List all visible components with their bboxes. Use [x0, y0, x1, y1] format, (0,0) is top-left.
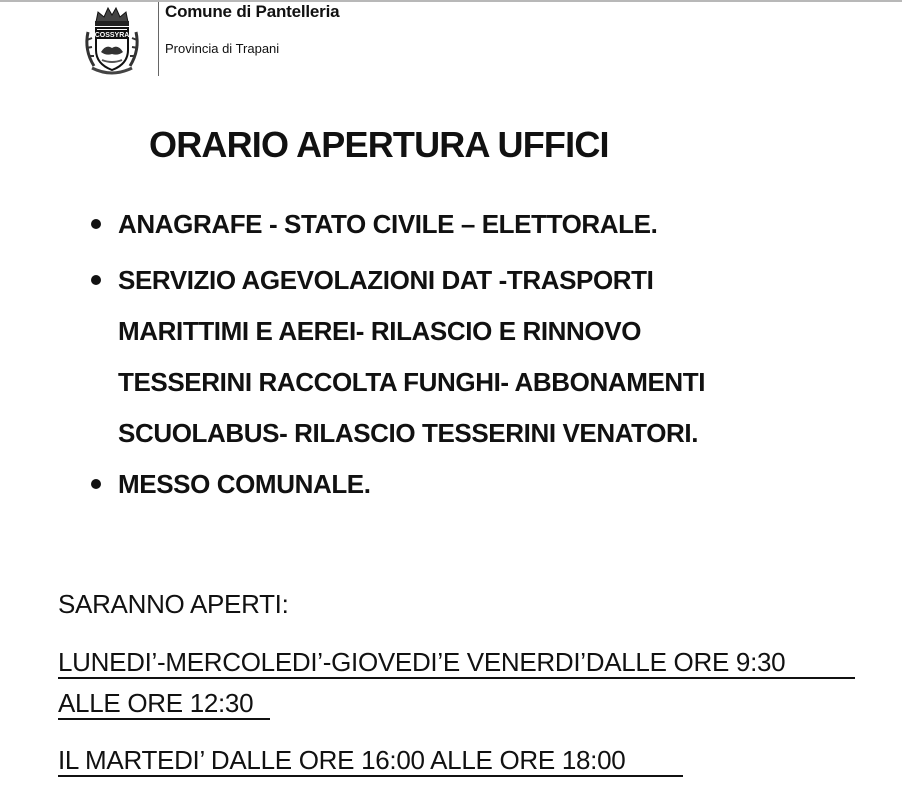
office-item-line: ANAGRAFE - STATO CIVILE – ELETTORALE. [118, 209, 658, 239]
schedule-weekday-line-1: LUNEDI’-MERCOLEDI’-GIOVEDI’E VENERDI’DALLE ORE 9:30 [58, 647, 786, 677]
office-item-line: TESSERINI RACCOLTA FUNGHI- ABBONAMENTI [118, 367, 706, 397]
document-title: ORARIO APERTURA UFFICI [149, 124, 609, 165]
underline [58, 677, 855, 679]
bullet-icon [91, 479, 101, 489]
organization-province: Provincia di Trapani [165, 41, 280, 56]
office-item-line: SCUOLABUS- RILASCIO TESSERINI VENATORI. [118, 418, 699, 448]
underline [58, 775, 683, 777]
organization-name: Comune di Pantelleria [165, 2, 340, 21]
bullet-icon [91, 275, 101, 285]
schedule-tuesday-line: IL MARTEDI’ DALLE ORE 16:00 ALLE ORE 18:00 [58, 745, 626, 775]
office-item-line: SERVIZIO AGEVOLAZIONI DAT -TRASPORTI [118, 265, 654, 295]
schedule-weekday-line-2: ALLE ORE 12:30 [58, 688, 254, 718]
schedule-label: SARANNO APERTI: [58, 589, 289, 619]
bullet-icon [91, 219, 101, 229]
office-item-line: MARITTIMI E AEREI- RILASCIO E RINNOVO [118, 316, 642, 346]
crest-motto: COSSYRA [94, 32, 130, 39]
municipal-crest-icon [82, 2, 142, 80]
office-item-line: MESSO COMUNALE. [118, 469, 371, 499]
header-divider [158, 2, 159, 76]
underline [58, 718, 270, 720]
